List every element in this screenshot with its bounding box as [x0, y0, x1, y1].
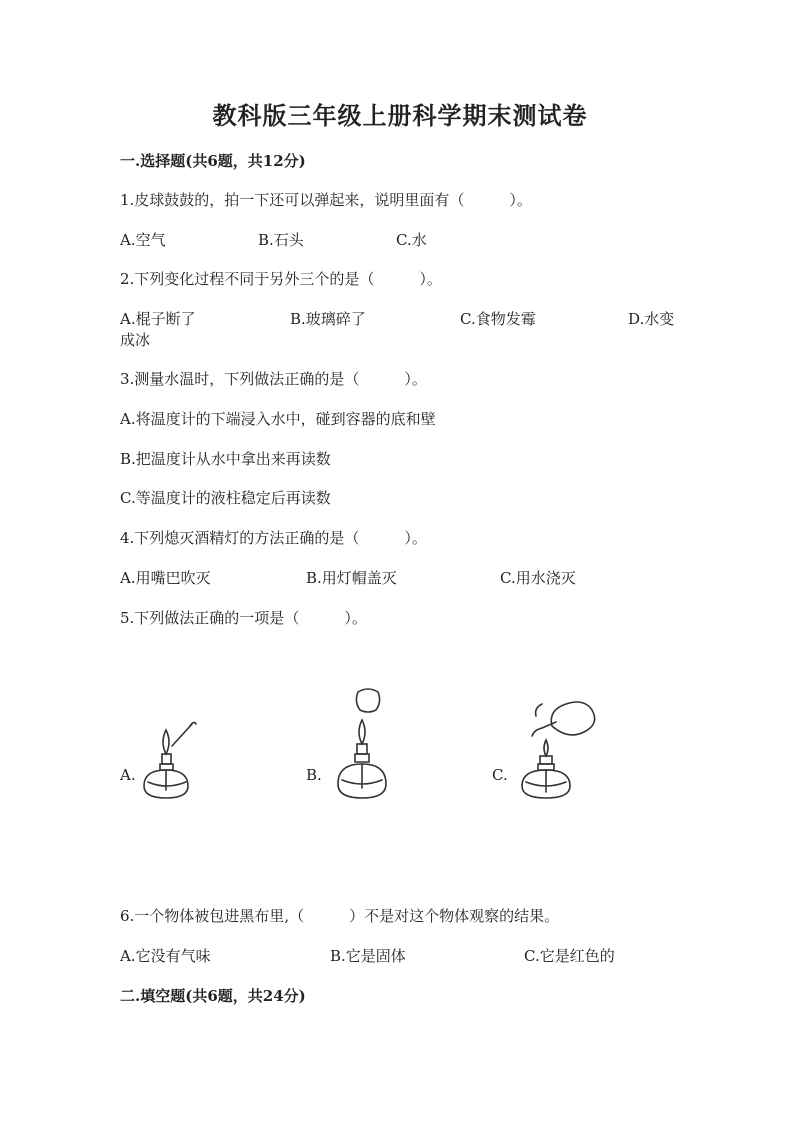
q4-option-b: B.用灯帽盖灭 [306, 569, 397, 587]
q2-option-c: C.食物发霉 [460, 310, 536, 328]
q4-option-a: A.用嘴巴吹灭 [120, 569, 211, 587]
question-4: 4.下列熄灭酒精灯的方法正确的是（ ）。 [120, 529, 427, 547]
question-1: 1.皮球鼓鼓的，拍一下还可以弹起来，说明里面有（ ）。 [120, 191, 532, 209]
question-5: 5.下列做法正确的一项是（ ）。 [120, 609, 367, 627]
q3-option-a: A.将温度计的下端浸入水中，碰到容器的底和壁 [120, 410, 436, 428]
question-6: 6.一个物体被包进黑布里,（ ）不是对这个物体观察的结果。 [120, 907, 560, 925]
q3-option-c: C.等温度计的液柱稳定后再读数 [120, 489, 331, 507]
q5-option-c: C. [492, 766, 508, 784]
q5-option-b: B. [306, 766, 322, 784]
alcohol-lamp-lit-with-match-image [136, 686, 216, 802]
q4-option-c: C.用水浇灭 [500, 569, 576, 587]
q1-option-c: C.水 [396, 231, 427, 249]
alcohol-lamp-with-cap-above-image [324, 686, 404, 802]
q2-option-d: D.水变 [628, 310, 675, 328]
alcohol-lamp-lighting-from-another-lamp-image [516, 686, 608, 802]
q1-option-a: A.空气 [120, 231, 166, 249]
q6-option-c: C.它是红色的 [524, 947, 615, 965]
question-3: 3.测量水温时，下列做法正确的是（ ）。 [120, 370, 427, 388]
q5-option-a: A. [120, 766, 136, 784]
q1-option-b: B.石头 [258, 231, 304, 249]
q2-option-a: A.棍子断了 [120, 310, 196, 328]
q3-option-b: B.把温度计从水中拿出来再读数 [120, 450, 331, 468]
section-heading-choice: 一.选择题(共6题，共12分) [120, 152, 306, 170]
section-heading-fill-blank: 二.填空题(共6题，共24分) [120, 987, 306, 1005]
q2-option-b: B.玻璃碎了 [290, 310, 366, 328]
question-2: 2.下列变化过程不同于另外三个的是（ ）。 [120, 270, 442, 288]
q2-option-d-wrap: 成冰 [120, 331, 151, 349]
page-title: 教科版三年级上册科学期末测试卷 [212, 101, 588, 130]
q6-option-a: A.它没有气味 [120, 947, 211, 965]
q6-option-b: B.它是固体 [330, 947, 406, 965]
